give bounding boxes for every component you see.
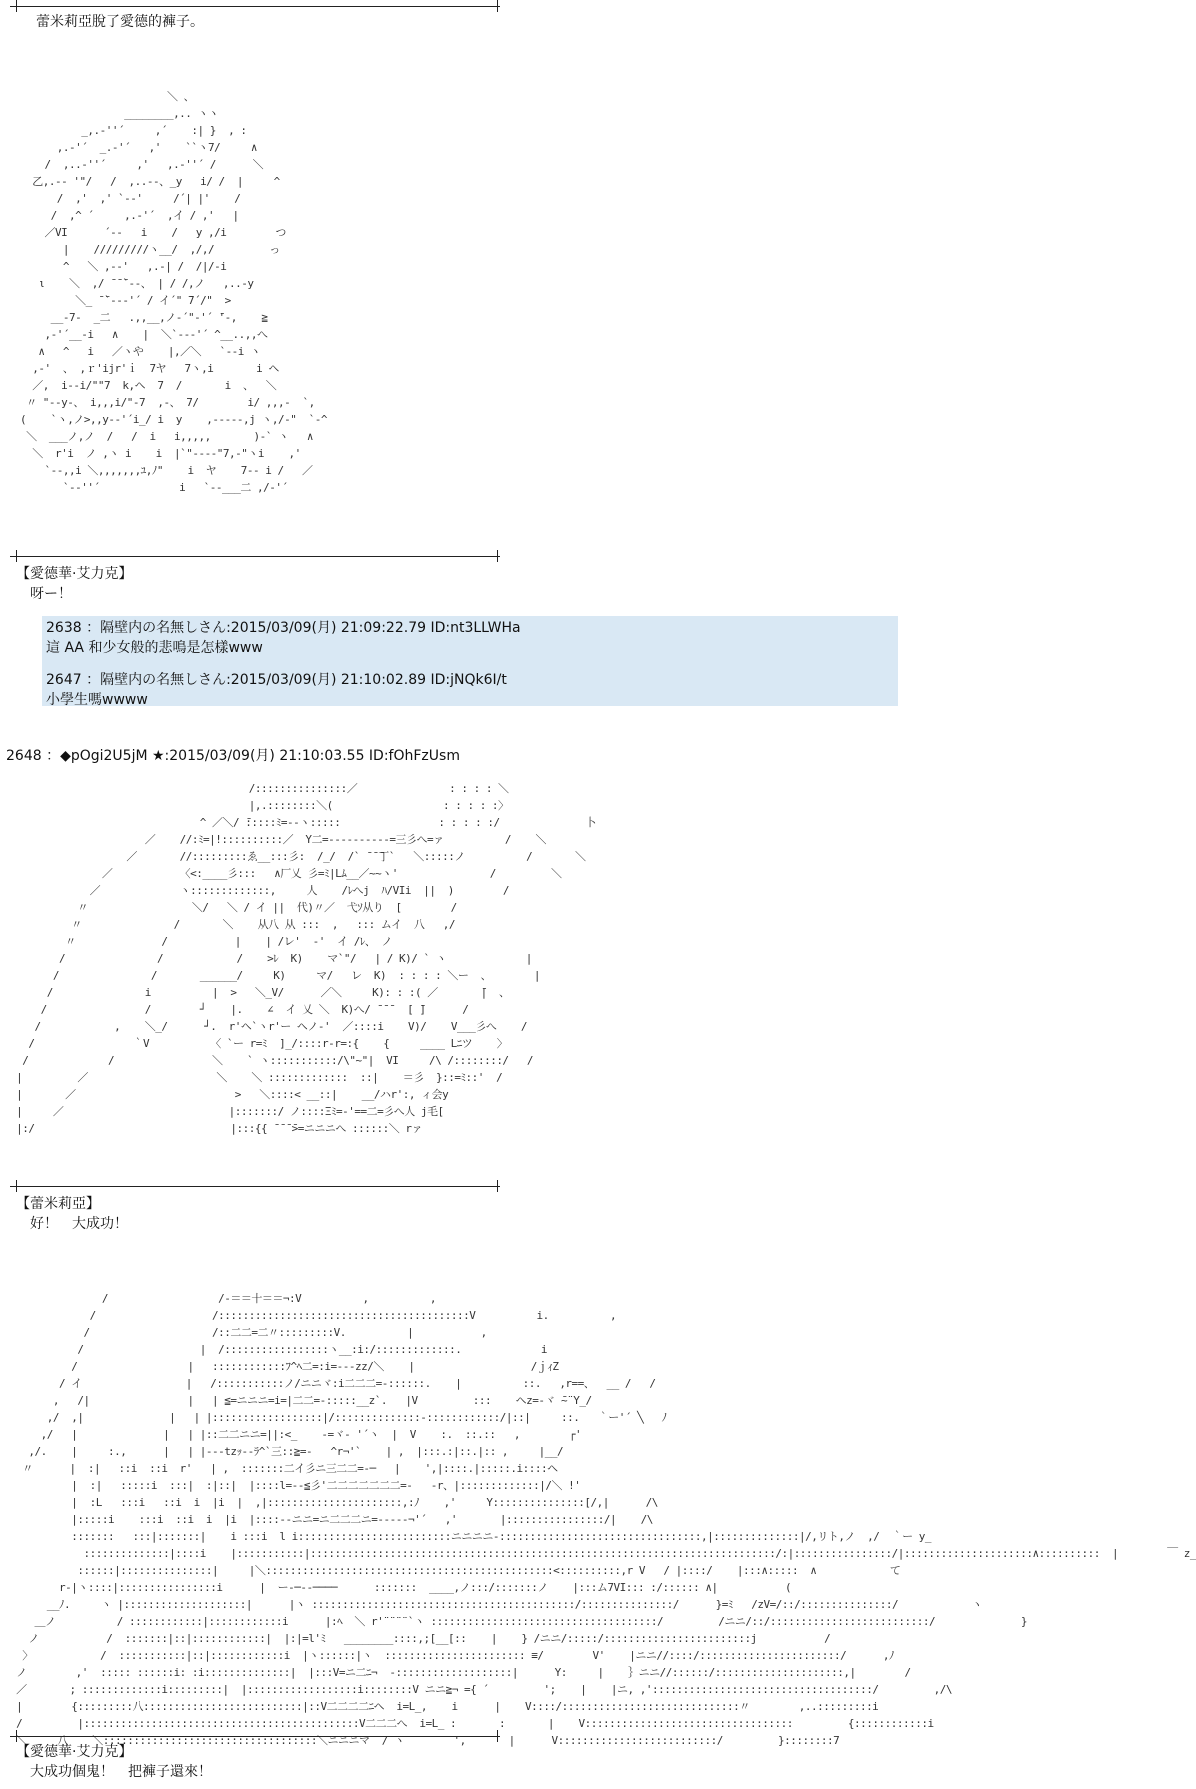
separator-tick bbox=[16, 0, 17, 12]
speaker-label: 【蕾米莉亞】 bbox=[16, 1196, 100, 1212]
dialogue-line: 好！ 大成功！ bbox=[30, 1216, 128, 1232]
quote-body: 小學生嗎wwww bbox=[46, 692, 148, 708]
separator-tick bbox=[497, 1180, 498, 1192]
ascii-art-remilia: /:::::::::::::::／ : : : : ＼ |,.::::::::＼( : : : : :〉 ^ ／＼/ ̄:::::ﾐ=--ヽ::::: : : : : :/ 卜 ／ //:ﾐ=|!::::::::::／ Y二=----------=三彡へ=ァ / ＼ ／ //:::::::::ゑ__:::彡: /_/ /` ̄ ̄ ̄丁` ＼:::::ノ / ＼ ／ 〈<:____彡::: ∧厂乂 彡=ﾐ|Lﾑ__／~~ヽ' / ＼ ／ ヽ:::::::::::::, 人 /ﾚへj ﾊ/VIi || ) / 〃 ＼/ ＼ / イ || 代)〃／ 弋ｿ从り [ / 〃 / ＼ 从八 从 ::: , ::: ムイ 八 ,/ 〃 / | | /レ' -' イ /ﾚ、 ノ / / / >ﾚ K) マ`"/ | / K)/ ` ヽ | / / ______/ K) マ/ レ K) : : : : ＼ー 、 | / i | > ＼_V/ ／＼ K): : :( ／ ̄| 、 / / ┘ |. ∠ イ 乂 ＼ K)へ/ ̄ ̄ ̄ [ ̄] / / , ＼_/ ┘. r'ヘ`ヽr'ー ヘノ-' ／::::i V)/ V___彡へ / / ｀V 〈 `ー r=ﾐ ]_/::::r-r=:{ { ____ Lﾆツ 〉 / / ＼ ` ヽ:::::::::::/\"~"| VI /\ /::::::::/ / | ／ ＼ ＼ ::::::::::::: ::| ＝彡 }::=ﾐ::' / | ／ > ＼::::< __::| __/ハr':, ィ会y | ／ |:::::::/ ノ::::Ξﾐ=-'==二=彡へ人 j毛[ |:/ |:::{{ ̄ ̄ ̄ ̄>=ニニニへ ::::::＼ rァ bbox=[16, 782, 596, 1135]
dialogue-line: 呀ー！ bbox=[30, 586, 72, 602]
dialogue-line: 大成功個鬼！ 把褲子還來！ bbox=[30, 1764, 212, 1780]
quote-body: 這 AA 和少女般的悲鳴是怎樣www bbox=[46, 640, 263, 656]
ascii-art-scene: / /-＝＝十＝＝¬:V , , / /:::::::::::::::::::::::::::::::::::::::::V i. , / /::二二=二〃:::::::::V. | , / | /:::::::::::::::::ヽ__:i:/:::::::::::::. i / | ::::::::::::ﾌ^ﾍ二=:i=---zz/＼ | /ｊｨZ / イ | /:::::::::::ノ/ニニヾ:i二二二=-::::::. | ::. ,r==、 __ / / , /| | | ≦=ニニニ=i=|二二=-:::::__z`. |V ::: ヘz=-ヾ ̄~¨Y_/ ,/ ,| | | |::::::::::::::::::|/::::::::::::::-::::::::::::/|::| ::. ｀ー'´ ╲ ﾉ ,/ | | | |::二二ニニ=||:<_ -=ヾ- '´ヽ | V :. ::.:: , ┌' ,/. | :., | | |---tzｯ--ﾗ^`三::≧=- ^r¬'` | , |:::.:|::.|:: , |__/ 〃 | :| ::i ::i r' | , :::::::二イ彡ニ三二二=-─ | ',|::::.|:::::.i::::ヘ | :| :::::i :::| :|::| |::::l=--≦彡'二二二二二二二=- -r、|:::::::::::::|/＼ !' | :L :::i ::i i |i | ,|::::::::::::::::::::::,:ﾉ ,' Y:::::::::::::::[/,| /\ |:::::i :::i ::i i |i |::::--ニニ=ニ二二二ニ=-----¬'´ ,' |::::::::::::::::/| /\ ::::::: :::|:::::::| i :::i l i:::::::::::::::::::::::::ニニニニ-:::::::::::::::::::::::::::::::::,|::::::::::::::|/,リト,ノ ,/ ｀ー y_ ::::::::::::::|::::i |:::::::::::|::::::::::::::::::::::::::::::::::::::::::::::::::::::::::::::::::::::::::::/:|::::::::::::::::/|:::::::::::::::::::::∧:::::::::: | ￣ z_ ::::::|:::::::::::::::| |＼:::::::::::::::::::::::::::::::::::::::::::::::<::::::::::,r V / |::::/ |:::∧::::: ∧ て r-|ヽ::::|::::::::::::::::i | ー‐─-‐──── ::::::: ____,ノ:::/:::::::ノ |:::ム7VI::: :/:::::: ∧| ( __ﾉ. ヽ |::::::::::::::::::::| |ヽ :::::::::::::::::::::::::::::::::::::::::::/:::::::::::::::/ }=ﾐ /zV=/::/:::::::::::::::/ ヽ ＿ノ / ::::::::::::|::::::::::::i |:ﾍ ＼ r'¨¨¨¨`ヽ :::::::::::::::::::::::::::::::::::::/ /ニニ/::/::::::::::::::::::::::::::/ } ノ / :::::::|::|::::::::::::| |:|=l'ﾐ ________::::,;[__[:: | } /ニニ/:::::/::::::::::::::::::::::::j / 〉 / :::::::::::|::|::::::::::::i |ヽ::::::|ヽ ::::::::::::::::::::::: ≡/ V' |ニニ//::::/:::::::::::::::::::::::/ ,ﾉ ノ ,' ::::: ::::::i: :i::::::::::::::| |:::V=ニ二ﾆ¬ ‐:::::::::::::::::::| Y: | ｝ニニ//::::::/:::::::::::::::::::::,| / ／ ; :::::::::::::i:::::::::| |::::::::::::::::::i::::::::V ニニ≧¬ ={ ´ '; | |ニ, ,'::::::::::::::::::::::::::::::::::::/ ,/\ | {:::::::::八::::::::::::::::::::::::::|::V二二二二ﾆヘ i=L_, i | V::::/:::::::::::::::::::::::::::::〃 ,..:::::::::i / |:::::::::::::::::::::::::::::::::::::::::::::V二二二へ i=L_ : : | V:::::::::::::::::::::::::::::::::: {::::::::::::i ＼ 八 ＼:::::::::::::::::::::::::::::::::::＼ニニニマ / ヽ ', | V::::::::::::::::::::::::::/ }::::::::7 bbox=[16, 1292, 1196, 1747]
separator-tick bbox=[16, 1730, 17, 1742]
separator-tick bbox=[16, 1180, 17, 1192]
separator bbox=[10, 556, 500, 557]
quote-header: 2647 ：隔壁内の名無しさん:2015/03/09(月) 21:10:02.89 ID:jNQk6I/t bbox=[46, 672, 507, 688]
narration-text: 蕾米莉亞脫了愛德的褲子。 bbox=[36, 14, 204, 30]
speaker-label: 【愛德華·艾力克】 bbox=[16, 1744, 133, 1760]
separator-tick bbox=[16, 550, 17, 562]
post-header: 2648 ：◆pOgi2U5jM ★:2015/03/09(月) 21:10:03.55 ID:fOhFzUsm bbox=[6, 748, 460, 764]
speaker-label: 【愛德華·艾力克】 bbox=[16, 566, 133, 582]
separator-tick bbox=[497, 1730, 498, 1742]
separator-tick bbox=[497, 0, 498, 12]
separator-top bbox=[10, 6, 500, 7]
quote-header: 2638 ：隔壁内の名無しさん:2015/03/09(月) 21:09:22.79 ID:nt3LLWHa bbox=[46, 620, 521, 636]
ascii-art-edward: ＼ 、 ________,.. ヽヽ _,.-''´ ,´ :| } , : ,.-'´ _.-'´ ,' ``ヽ7/ ∧ / ,..-''´ ,' ,.-''´ / ＼ 乙,.-‐ '"/ / ,..--、_y i/ / | ^ / ,' ,' `--' /´| |' / / ,^ ´ ,.-'´ ,イ / ,' | ／VI ´-‐ i / y ,/i つ | /////////ヽ__/ ,/,/ っ ^ ＼ ,--' ,.-| / /|/-i ι ＼ ,/ ̄ ̄ ̄`--、 | / /,ノ ,..-y ＼_ ̄ ̄`--‐'´ / イ´" ̄7´/" > __-7- _二 .,,__,ノ-´"-'´ ̄'-, ≧ ,-'´__-i ∧ | ＼`--‐'´ ^__..,,へ ∧ ^ i ／ヽや |,／＼ `--i ヽ ,-' 、 ,ｒ'ijr'ｉ 7ヤ 7ヽ,i i ヘ ／, i--i/""7 k,ヘ 7 / i 、 ＼ 〃 "--y-、 i,,,i/"-7 ,-、 7/ i/ ,,,- `, ( `ヽ,ノ>,,y--'´i_/ i y ,-----,j ヽ,/-" `-^ ＼ ___ノ,ノ / / i i,,,,, )-` ヽ ∧ ＼ r'i ノ ,ヽ i i |`"----"7,-"ヽi ,' `--,,i ＼,,,,,,,ﾕ,ﾉ" i ヤ 7-- i / ／ `--''´ i `--___二 ,/-'´ bbox=[20, 90, 328, 494]
separator bbox=[10, 1736, 500, 1737]
separator-tick bbox=[497, 550, 498, 562]
separator bbox=[10, 1186, 500, 1187]
